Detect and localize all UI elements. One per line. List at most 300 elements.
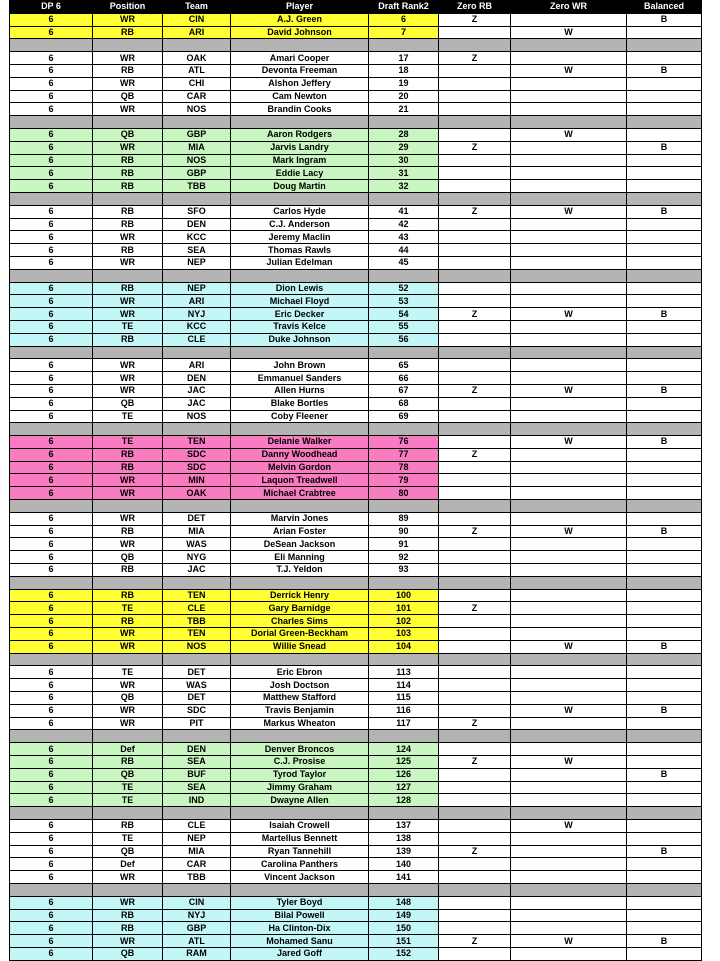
cell-balanced[interactable] [627,666,702,679]
cell-position[interactable]: QB [93,551,163,564]
cell-dp[interactable]: 6 [10,922,93,935]
cell-dp[interactable]: 6 [10,26,93,39]
cell-dp[interactable]: 6 [10,666,93,679]
cell-team[interactable]: CAR [163,858,231,871]
cell-zero-rb[interactable] [439,640,511,653]
table-row[interactable] [10,589,702,602]
table-row[interactable] [10,666,702,679]
cell-draft-rank[interactable]: 113 [369,666,439,679]
cell-zero-rb[interactable]: Z [439,13,511,26]
cell-dp[interactable]: 6 [10,244,93,257]
cell-balanced[interactable] [627,52,702,65]
cell-zero-rb[interactable] [439,180,511,193]
cell-player[interactable]: Laquon Treadwell [231,474,369,487]
table-row[interactable] [10,679,702,692]
cell-position[interactable]: WR [93,384,163,397]
cell-balanced[interactable] [627,922,702,935]
cell-balanced[interactable] [627,461,702,474]
cell-player[interactable]: Mohamed Sanu [231,935,369,948]
cell-zero-rb[interactable] [439,103,511,116]
cell-zero-wr[interactable] [511,320,627,333]
cell-balanced[interactable] [627,909,702,922]
cell-zero-wr[interactable] [511,858,627,871]
cell-draft-rank[interactable]: 128 [369,794,439,807]
cell-zero-wr[interactable] [511,589,627,602]
cell-balanced[interactable] [627,487,702,500]
table-row[interactable] [10,282,702,295]
cell-zero-wr[interactable] [511,538,627,551]
cell-team[interactable]: WAS [163,679,231,692]
cell-balanced[interactable] [627,896,702,909]
cell-player[interactable]: Julian Edelman [231,256,369,269]
cell-dp[interactable]: 6 [10,512,93,525]
cell-draft-rank[interactable]: 66 [369,372,439,385]
cell-draft-rank[interactable]: 91 [369,538,439,551]
table-row[interactable] [10,768,702,781]
cell-zero-rb[interactable] [439,64,511,77]
cell-balanced[interactable] [627,359,702,372]
cell-zero-wr[interactable] [511,77,627,90]
cell-player[interactable]: Brandin Cooks [231,103,369,116]
cell-zero-rb[interactable]: Z [439,52,511,65]
cell-position[interactable]: TE [93,794,163,807]
cell-draft-rank[interactable]: 43 [369,231,439,244]
table-row[interactable] [10,397,702,410]
cell-draft-rank[interactable]: 100 [369,589,439,602]
cell-draft-rank[interactable]: 76 [369,436,439,449]
cell-zero-rb[interactable] [439,871,511,884]
cell-zero-wr[interactable] [511,564,627,577]
cell-position[interactable]: RB [93,589,163,602]
table-row[interactable] [10,141,702,154]
cell-zero-rb[interactable] [439,692,511,705]
cell-balanced[interactable] [627,538,702,551]
table-row[interactable] [10,218,702,231]
cell-position[interactable]: WR [93,308,163,321]
cell-position[interactable]: WR [93,871,163,884]
table-row[interactable] [10,244,702,257]
table-row[interactable] [10,845,702,858]
cell-team[interactable]: CAR [163,90,231,103]
cell-zero-wr[interactable] [511,295,627,308]
table-row[interactable] [10,832,702,845]
cell-zero-wr[interactable] [511,512,627,525]
cell-zero-rb[interactable] [439,218,511,231]
cell-balanced[interactable]: B [627,768,702,781]
table-row[interactable] [10,90,702,103]
cell-player[interactable]: Markus Wheaton [231,717,369,730]
cell-balanced[interactable] [627,180,702,193]
cell-position[interactable]: QB [93,947,163,960]
cell-player[interactable]: Doug Martin [231,180,369,193]
cell-team[interactable]: DET [163,692,231,705]
cell-zero-wr[interactable]: W [511,384,627,397]
cell-team[interactable]: JAC [163,397,231,410]
cell-draft-rank[interactable]: 54 [369,308,439,321]
cell-position[interactable]: TE [93,436,163,449]
cell-team[interactable]: JAC [163,564,231,577]
table-row[interactable] [10,538,702,551]
table-row[interactable] [10,167,702,180]
cell-player[interactable]: Eric Ebron [231,666,369,679]
cell-draft-rank[interactable]: 69 [369,410,439,423]
cell-team[interactable]: CLE [163,602,231,615]
cell-zero-rb[interactable] [439,282,511,295]
cell-balanced[interactable] [627,781,702,794]
cell-zero-wr[interactable] [511,52,627,65]
cell-position[interactable]: QB [93,692,163,705]
cell-balanced[interactable] [627,947,702,960]
cell-position[interactable]: RB [93,820,163,833]
cell-balanced[interactable]: B [627,935,702,948]
cell-position[interactable]: WR [93,52,163,65]
cell-zero-wr[interactable] [511,768,627,781]
cell-position[interactable]: WR [93,628,163,641]
cell-zero-wr[interactable] [511,359,627,372]
table-row[interactable] [10,13,702,26]
cell-draft-rank[interactable]: 42 [369,218,439,231]
cell-zero-rb[interactable]: Z [439,602,511,615]
cell-zero-wr[interactable] [511,167,627,180]
cell-draft-rank[interactable]: 90 [369,525,439,538]
cell-dp[interactable]: 6 [10,832,93,845]
cell-balanced[interactable] [627,858,702,871]
cell-balanced[interactable] [627,551,702,564]
cell-zero-rb[interactable] [439,947,511,960]
cell-player[interactable]: Devonta Freeman [231,64,369,77]
cell-dp[interactable]: 6 [10,717,93,730]
cell-dp[interactable]: 6 [10,308,93,321]
cell-player[interactable]: Marvin Jones [231,512,369,525]
cell-zero-rb[interactable] [439,832,511,845]
cell-player[interactable]: Derrick Henry [231,589,369,602]
cell-zero-rb[interactable] [439,474,511,487]
cell-position[interactable]: WR [93,256,163,269]
cell-team[interactable]: ATL [163,64,231,77]
cell-dp[interactable]: 6 [10,768,93,781]
cell-player[interactable]: Jarvis Landry [231,141,369,154]
cell-player[interactable]: Tyrod Taylor [231,768,369,781]
cell-dp[interactable]: 6 [10,410,93,423]
cell-dp[interactable]: 6 [10,13,93,26]
cell-zero-wr[interactable] [511,410,627,423]
cell-dp[interactable]: 6 [10,896,93,909]
cell-dp[interactable]: 6 [10,64,93,77]
cell-zero-wr[interactable] [511,487,627,500]
cell-draft-rank[interactable]: 32 [369,180,439,193]
cell-position[interactable]: WR [93,103,163,116]
cell-position[interactable]: WR [93,77,163,90]
cell-player[interactable]: Willie Snead [231,640,369,653]
cell-position[interactable]: RB [93,154,163,167]
cell-zero-wr[interactable] [511,615,627,628]
cell-zero-wr[interactable] [511,448,627,461]
header-balanced[interactable]: Balanced [627,1,702,14]
cell-zero-rb[interactable] [439,256,511,269]
cell-zero-rb[interactable] [439,896,511,909]
cell-position[interactable]: WR [93,512,163,525]
cell-position[interactable]: TE [93,410,163,423]
cell-team[interactable]: NYG [163,551,231,564]
cell-zero-wr[interactable] [511,896,627,909]
cell-zero-wr[interactable] [511,244,627,257]
cell-draft-rank[interactable]: 149 [369,909,439,922]
cell-draft-rank[interactable]: 31 [369,167,439,180]
cell-position[interactable]: RB [93,525,163,538]
cell-player[interactable]: Tyler Boyd [231,896,369,909]
cell-zero-rb[interactable] [439,436,511,449]
table-row[interactable] [10,180,702,193]
cell-team[interactable]: ARI [163,295,231,308]
cell-zero-wr[interactable] [511,781,627,794]
table-row[interactable] [10,628,702,641]
table-row[interactable] [10,295,702,308]
header-player[interactable]: Player [231,1,369,14]
cell-dp[interactable]: 6 [10,90,93,103]
cell-team[interactable]: NYJ [163,909,231,922]
cell-draft-rank[interactable]: 102 [369,615,439,628]
cell-player[interactable]: A.J. Green [231,13,369,26]
cell-balanced[interactable] [627,756,702,769]
cell-zero-rb[interactable] [439,320,511,333]
table-row[interactable] [10,205,702,218]
cell-player[interactable]: David Johnson [231,26,369,39]
cell-position[interactable]: WR [93,717,163,730]
table-row[interactable] [10,64,702,77]
cell-player[interactable]: Allen Hurns [231,384,369,397]
cell-zero-rb[interactable] [439,410,511,423]
table-row[interactable] [10,896,702,909]
cell-dp[interactable]: 6 [10,372,93,385]
cell-balanced[interactable] [627,589,702,602]
cell-balanced[interactable]: B [627,704,702,717]
cell-draft-rank[interactable]: 20 [369,90,439,103]
cell-team[interactable]: CLE [163,333,231,346]
cell-zero-rb[interactable]: Z [439,935,511,948]
table-row[interactable] [10,743,702,756]
cell-player[interactable]: Alshon Jeffery [231,77,369,90]
cell-zero-wr[interactable] [511,922,627,935]
cell-team[interactable]: BUF [163,768,231,781]
table-row[interactable] [10,320,702,333]
cell-position[interactable]: RB [93,448,163,461]
cell-team[interactable]: KCC [163,320,231,333]
cell-dp[interactable]: 6 [10,487,93,500]
table-row[interactable] [10,26,702,39]
cell-draft-rank[interactable]: 68 [369,397,439,410]
table-row[interactable] [10,128,702,141]
cell-balanced[interactable] [627,26,702,39]
cell-dp[interactable]: 6 [10,448,93,461]
table-row[interactable] [10,551,702,564]
cell-dp[interactable]: 6 [10,538,93,551]
cell-zero-wr[interactable] [511,794,627,807]
cell-zero-rb[interactable] [439,128,511,141]
cell-zero-wr[interactable] [511,666,627,679]
cell-draft-rank[interactable]: 45 [369,256,439,269]
cell-zero-wr[interactable] [511,13,627,26]
cell-player[interactable]: Dorial Green-Beckham [231,628,369,641]
cell-player[interactable]: Ha Clinton-Dix [231,922,369,935]
cell-player[interactable]: Thomas Rawls [231,244,369,257]
cell-balanced[interactable]: B [627,13,702,26]
cell-team[interactable]: OAK [163,487,231,500]
cell-team[interactable]: TBB [163,180,231,193]
cell-draft-rank[interactable]: 104 [369,640,439,653]
cell-zero-wr[interactable] [511,474,627,487]
cell-balanced[interactable]: B [627,640,702,653]
cell-balanced[interactable] [627,628,702,641]
cell-zero-wr[interactable] [511,832,627,845]
cell-dp[interactable]: 6 [10,628,93,641]
cell-player[interactable]: Vincent Jackson [231,871,369,884]
cell-position[interactable]: RB [93,282,163,295]
cell-zero-wr[interactable]: W [511,820,627,833]
cell-team[interactable]: GBP [163,128,231,141]
cell-dp[interactable]: 6 [10,564,93,577]
cell-zero-rb[interactable] [439,244,511,257]
cell-balanced[interactable] [627,564,702,577]
cell-team[interactable]: SFO [163,205,231,218]
table-row[interactable] [10,333,702,346]
cell-player[interactable]: Arian Foster [231,525,369,538]
cell-balanced[interactable] [627,871,702,884]
table-row[interactable] [10,154,702,167]
cell-balanced[interactable] [627,615,702,628]
cell-team[interactable]: ARI [163,26,231,39]
cell-zero-rb[interactable] [439,333,511,346]
cell-player[interactable]: Travis Kelce [231,320,369,333]
cell-player[interactable]: Carlos Hyde [231,205,369,218]
cell-dp[interactable]: 6 [10,77,93,90]
cell-team[interactable]: PIT [163,717,231,730]
cell-player[interactable]: Melvin Gordon [231,461,369,474]
cell-team[interactable]: OAK [163,52,231,65]
cell-team[interactable]: NOS [163,103,231,116]
cell-balanced[interactable] [627,679,702,692]
cell-player[interactable]: Isaiah Crowell [231,820,369,833]
cell-team[interactable]: TEN [163,628,231,641]
cell-team[interactable]: CHI [163,77,231,90]
cell-balanced[interactable] [627,77,702,90]
cell-team[interactable]: SEA [163,781,231,794]
cell-player[interactable]: Blake Bortles [231,397,369,410]
cell-zero-rb[interactable]: Z [439,384,511,397]
cell-dp[interactable]: 6 [10,128,93,141]
cell-zero-wr[interactable] [511,218,627,231]
cell-position[interactable]: WR [93,359,163,372]
table-row[interactable] [10,77,702,90]
cell-dp[interactable]: 6 [10,205,93,218]
table-row[interactable] [10,474,702,487]
cell-zero-wr[interactable] [511,871,627,884]
cell-position[interactable]: QB [93,397,163,410]
cell-zero-wr[interactable] [511,282,627,295]
cell-dp[interactable]: 6 [10,871,93,884]
cell-dp[interactable]: 6 [10,947,93,960]
cell-position[interactable]: WR [93,13,163,26]
cell-dp[interactable]: 6 [10,909,93,922]
cell-balanced[interactable]: B [627,436,702,449]
table-row[interactable] [10,692,702,705]
cell-player[interactable]: Dwayne Allen [231,794,369,807]
table-row[interactable] [10,512,702,525]
table-row[interactable] [10,935,702,948]
cell-draft-rank[interactable]: 79 [369,474,439,487]
header-team[interactable]: Team [163,1,231,14]
cell-zero-wr[interactable] [511,602,627,615]
cell-zero-rb[interactable] [439,858,511,871]
cell-player[interactable]: Michael Floyd [231,295,369,308]
cell-player[interactable]: Bilal Powell [231,909,369,922]
cell-position[interactable]: RB [93,180,163,193]
cell-dp[interactable]: 6 [10,141,93,154]
cell-player[interactable]: Travis Benjamin [231,704,369,717]
cell-zero-rb[interactable] [439,512,511,525]
cell-dp[interactable]: 6 [10,615,93,628]
cell-team[interactable]: MIA [163,525,231,538]
cell-player[interactable]: Eddie Lacy [231,167,369,180]
cell-draft-rank[interactable]: 77 [369,448,439,461]
cell-team[interactable]: RAM [163,947,231,960]
cell-position[interactable]: WR [93,487,163,500]
cell-zero-rb[interactable] [439,909,511,922]
cell-zero-wr[interactable] [511,628,627,641]
cell-team[interactable]: SDC [163,461,231,474]
cell-position[interactable]: RB [93,64,163,77]
cell-player[interactable]: Cam Newton [231,90,369,103]
cell-team[interactable]: GBP [163,922,231,935]
cell-team[interactable]: MIA [163,845,231,858]
cell-team[interactable]: TBB [163,615,231,628]
cell-position[interactable]: RB [93,922,163,935]
cell-zero-wr[interactable] [511,679,627,692]
cell-zero-rb[interactable] [439,628,511,641]
cell-balanced[interactable] [627,743,702,756]
cell-zero-wr[interactable]: W [511,640,627,653]
cell-zero-rb[interactable] [439,359,511,372]
cell-player[interactable]: Martellus Bennett [231,832,369,845]
cell-balanced[interactable] [627,320,702,333]
cell-draft-rank[interactable]: 138 [369,832,439,845]
cell-position[interactable]: WR [93,474,163,487]
cell-team[interactable]: SDC [163,704,231,717]
table-row[interactable] [10,52,702,65]
cell-team[interactable]: NEP [163,832,231,845]
cell-zero-wr[interactable] [511,103,627,116]
cell-zero-wr[interactable]: W [511,525,627,538]
cell-team[interactable]: CIN [163,896,231,909]
table-row[interactable] [10,525,702,538]
cell-zero-wr[interactable] [511,551,627,564]
cell-player[interactable]: Amari Cooper [231,52,369,65]
cell-player[interactable]: Carolina Panthers [231,858,369,871]
table-row[interactable] [10,922,702,935]
table-row[interactable] [10,602,702,615]
cell-team[interactable]: CLE [163,820,231,833]
table-row[interactable] [10,308,702,321]
table-row[interactable] [10,384,702,397]
cell-dp[interactable]: 6 [10,384,93,397]
cell-zero-rb[interactable] [439,704,511,717]
table-row[interactable] [10,103,702,116]
cell-dp[interactable]: 6 [10,602,93,615]
cell-zero-rb[interactable] [439,461,511,474]
cell-draft-rank[interactable]: 56 [369,333,439,346]
cell-position[interactable]: QB [93,128,163,141]
cell-zero-rb[interactable]: Z [439,448,511,461]
cell-position[interactable]: WR [93,935,163,948]
